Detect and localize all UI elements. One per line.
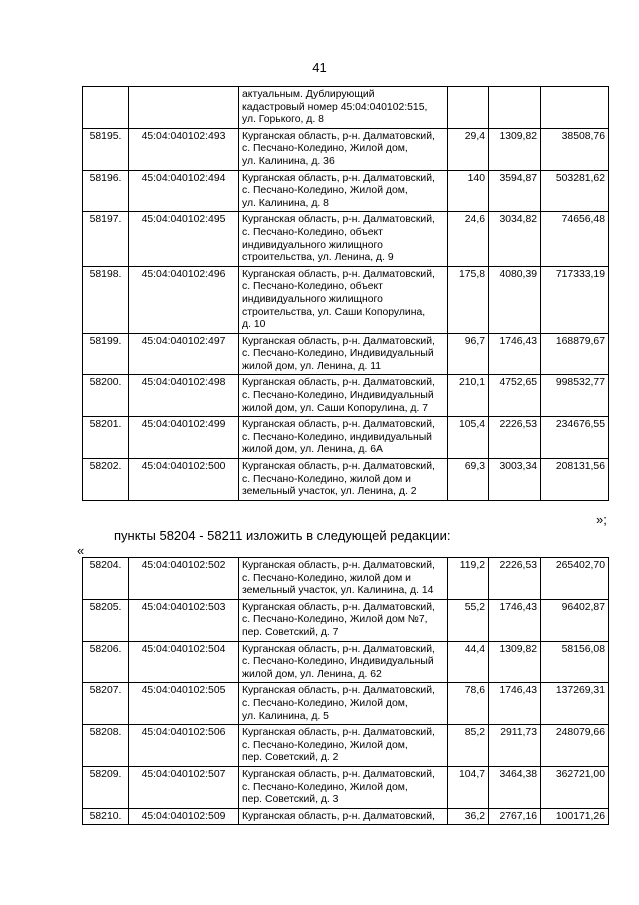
cadastral-number-cell: 45:04:040102:494 [129, 170, 239, 212]
table-row [83, 170, 609, 212]
area-cell: 210,1 [448, 375, 489, 417]
cadastral-number-cell: 45:04:040102:497 [129, 333, 239, 375]
address-cell [239, 558, 448, 600]
address-line: жилой дом, ул. Ленина, д. 11 [242, 360, 382, 372]
row-number-cell: 58210. [83, 808, 129, 825]
cadastral-number-cell: 45:04:040102:500 [129, 459, 239, 501]
area-cell: 24,6 [448, 212, 489, 266]
address-line: Курганская область, р-н. Далматовский, [242, 130, 435, 142]
address-cell [239, 375, 448, 417]
address-cell [239, 808, 448, 825]
cadastral-number-cell: 45:04:040102:505 [129, 683, 239, 725]
address-line: д. 10 [242, 319, 266, 331]
address-cell [239, 766, 448, 808]
address-cell [239, 87, 448, 129]
address-cell [239, 128, 448, 170]
address-line: строительства, ул. Саши Копорулина, [242, 306, 426, 318]
address-line: Курганская область, р-н. Далматовский, [242, 768, 435, 780]
address-line: с. Песчано-Коледино, объект [242, 281, 383, 293]
row-number-cell: 58197. [83, 212, 129, 266]
area-cell: 119,2 [448, 558, 489, 600]
area-cell: 140 [448, 170, 489, 212]
address-line: с. Песчано-Коледино, Жилой дом №7, [242, 614, 428, 626]
address-cell [239, 725, 448, 767]
row-number-cell: 58195. [83, 128, 129, 170]
cadastral-number-cell: 45:04:040102:502 [129, 558, 239, 600]
address-line: Курганская область, р-н. Далматовский, [242, 419, 435, 431]
area-cell: 36,2 [448, 808, 489, 825]
table-row [83, 641, 609, 683]
address-line: с. Песчано-Коледино, Индивидуальный [242, 390, 434, 402]
cadastral-number-cell: 45:04:040102:493 [129, 128, 239, 170]
value-cell: 100171,26 [541, 808, 609, 825]
cadastral-number-cell: 45:04:040102:503 [129, 599, 239, 641]
row-number-cell: 58208. [83, 725, 129, 767]
area-cell: 105,4 [448, 417, 489, 459]
address-line: Курганская область, р-н. Далматовский, [242, 172, 435, 184]
area-cell: 104,7 [448, 766, 489, 808]
address-line: с. Песчано-Коледино, объект [242, 226, 383, 238]
address-line: Курганская область, р-н. Далматовский, [242, 461, 435, 473]
area-cell: 78,6 [448, 683, 489, 725]
address-line: с. Песчано-Коледино, жилой дом и [242, 473, 411, 485]
area-cell: 96,7 [448, 333, 489, 375]
address-line: земельный участок, ул. Ленина, д. 2 [242, 486, 417, 498]
address-cell [239, 599, 448, 641]
value-cell: 265402,70 [541, 558, 609, 600]
row-number-cell: 58199. [83, 333, 129, 375]
address-cell [239, 266, 448, 333]
table-row [83, 599, 609, 641]
row-number-cell: 58202. [83, 459, 129, 501]
address-line: Курганская область, р-н. Далматовский, [242, 268, 435, 280]
row-number-cell [83, 87, 129, 129]
area-cell: 29,4 [448, 128, 489, 170]
row-number-cell: 58205. [83, 599, 129, 641]
cadastral-number-cell [129, 87, 239, 129]
rate-cell: 1746,43 [489, 599, 541, 641]
table-row [83, 683, 609, 725]
cadastral-number-cell: 45:04:040102:507 [129, 766, 239, 808]
value-cell: 717333,19 [541, 266, 609, 333]
value-cell: 96402,87 [541, 599, 609, 641]
cadastral-number-cell: 45:04:040102:506 [129, 725, 239, 767]
address-line: пер. Советский, д. 7 [242, 626, 339, 638]
registry-table-amended [82, 557, 609, 825]
address-line: с. Песчано-Коледино, Жилой дом, [242, 185, 408, 197]
address-cell [239, 417, 448, 459]
address-line: жилой дом, ул. Саши Копорулина, д. 7 [242, 402, 429, 414]
address-line: индивидуального жилищного [242, 239, 383, 251]
row-number-cell: 58207. [83, 683, 129, 725]
address-cell [239, 641, 448, 683]
address-line: с. Песчано-Коледино, Жилой дом, [242, 739, 408, 751]
table-body [83, 558, 609, 825]
table-row [83, 808, 609, 825]
area-cell: 44,4 [448, 641, 489, 683]
address-line: Курганская область, р-н. Далматовский, [242, 727, 435, 739]
address-cell [239, 212, 448, 266]
address-line: актуальным. Дублирующий [242, 89, 375, 100]
cadastral-number-cell: 45:04:040102:495 [129, 212, 239, 266]
rate-cell [489, 87, 541, 129]
value-cell: 58156,08 [541, 641, 609, 683]
amendment-instruction: пункты 58204 - 58211 изложить в следующей редакции: [114, 528, 451, 543]
address-line: Курганская область, р-н. Далматовский, [242, 601, 435, 613]
table-row [83, 212, 609, 266]
address-line: ул. Горького, д. 8 [242, 114, 324, 126]
rate-cell: 4752,65 [489, 375, 541, 417]
address-line: с. Песчано-Коледино, жилой дом и [242, 572, 411, 584]
address-line: с. Песчано-Коледино, Жилой дом, [242, 781, 408, 793]
address-line: жилой дом, ул. Ленина, д. 6А [242, 444, 383, 456]
address-line: кадастровый номер 45:04:040102:515, [242, 101, 428, 113]
value-cell: 74656,48 [541, 212, 609, 266]
table-row [83, 128, 609, 170]
table-row [83, 266, 609, 333]
cadastral-number-cell: 45:04:040102:499 [129, 417, 239, 459]
rate-cell: 2911,73 [489, 725, 541, 767]
address-cell [239, 170, 448, 212]
address-line: с. Песчано-Коледино, индивидуальный [242, 431, 432, 443]
rate-cell: 3003,34 [489, 459, 541, 501]
address-line: пер. Советский, д. 3 [242, 794, 339, 806]
address-line: жилой дом, ул. Ленина, д. 62 [242, 668, 382, 680]
cadastral-number-cell: 45:04:040102:504 [129, 641, 239, 683]
area-cell: 85,2 [448, 725, 489, 767]
row-number-cell: 58198. [83, 266, 129, 333]
address-cell [239, 683, 448, 725]
value-cell [541, 87, 609, 129]
value-cell: 248079,66 [541, 725, 609, 767]
value-cell: 998532,77 [541, 375, 609, 417]
address-cell [239, 459, 448, 501]
cadastral-number-cell: 45:04:040102:496 [129, 266, 239, 333]
rate-cell: 1309,82 [489, 641, 541, 683]
value-cell: 234676,55 [541, 417, 609, 459]
table-row [83, 87, 609, 129]
rate-cell: 3034,82 [489, 212, 541, 266]
area-cell [448, 87, 489, 129]
rate-cell: 1746,43 [489, 333, 541, 375]
row-number-cell: 58206. [83, 641, 129, 683]
row-number-cell: 58196. [83, 170, 129, 212]
address-line: строительства, ул. Ленина, д. 9 [242, 252, 394, 264]
address-line: Курганская область, р-н. Далматовский, [242, 214, 435, 226]
address-line: Курганская область, р-н. Далматовский, [242, 377, 435, 389]
value-cell: 362721,00 [541, 766, 609, 808]
opening-quote: « [77, 543, 85, 558]
page-number: 41 [312, 60, 327, 75]
value-cell: 503281,62 [541, 170, 609, 212]
row-number-cell: 58209. [83, 766, 129, 808]
area-cell: 175,8 [448, 266, 489, 333]
value-cell: 168879,67 [541, 333, 609, 375]
cadastral-number-cell: 45:04:040102:509 [129, 808, 239, 825]
address-line: ул. Калинина, д. 5 [242, 710, 329, 722]
table-row [83, 375, 609, 417]
address-line: с. Песчано-Коледино, Жилой дом, [242, 143, 408, 155]
address-line: с. Песчано-Коледино, Жилой дом, [242, 697, 408, 709]
address-line: ул. Калинина, д. 36 [242, 155, 335, 167]
table-row [83, 558, 609, 600]
table-body [83, 87, 609, 501]
table-row [83, 766, 609, 808]
rate-cell: 2226,53 [489, 558, 541, 600]
address-line: Курганская область, р-н. Далматовский, [242, 560, 435, 571]
address-line: с. Песчано-Коледино, Индивидуальный [242, 656, 434, 668]
rate-cell: 3464,38 [489, 766, 541, 808]
rate-cell: 3594,87 [489, 170, 541, 212]
address-line: ул. Калинина, д. 8 [242, 197, 329, 209]
address-cell [239, 333, 448, 375]
registry-table-continued [82, 86, 609, 501]
table-row [83, 333, 609, 375]
rate-cell: 2767,16 [489, 808, 541, 825]
address-line: Курганская область, р-н. Далматовский, [242, 685, 435, 697]
area-cell: 55,2 [448, 599, 489, 641]
cadastral-number-cell: 45:04:040102:498 [129, 375, 239, 417]
value-cell: 208131,56 [541, 459, 609, 501]
address-line: земельный участок, ул. Калинина, д. 14 [242, 585, 434, 597]
address-line: Курганская область, р-н. Далматовский, [242, 643, 435, 655]
row-number-cell: 58200. [83, 375, 129, 417]
table-row [83, 459, 609, 501]
row-number-cell: 58201. [83, 417, 129, 459]
rate-cell: 1746,43 [489, 683, 541, 725]
table-row [83, 417, 609, 459]
value-cell: 137269,31 [541, 683, 609, 725]
row-number-cell: 58204. [83, 558, 129, 600]
value-cell: 38508,76 [541, 128, 609, 170]
address-line: пер. Советский, д. 2 [242, 752, 339, 764]
address-line: индивидуального жилищного [242, 293, 383, 305]
table-row [83, 725, 609, 767]
rate-cell: 1309,82 [489, 128, 541, 170]
area-cell: 69,3 [448, 459, 489, 501]
address-line: с. Песчано-Коледино, Индивидуальный [242, 348, 434, 360]
closing-quote: »; [596, 512, 607, 527]
rate-cell: 2226,53 [489, 417, 541, 459]
address-line: Курганская область, р-н. Далматовский, [242, 810, 435, 822]
address-line: Курганская область, р-н. Далматовский, [242, 335, 435, 347]
rate-cell: 4080,39 [489, 266, 541, 333]
